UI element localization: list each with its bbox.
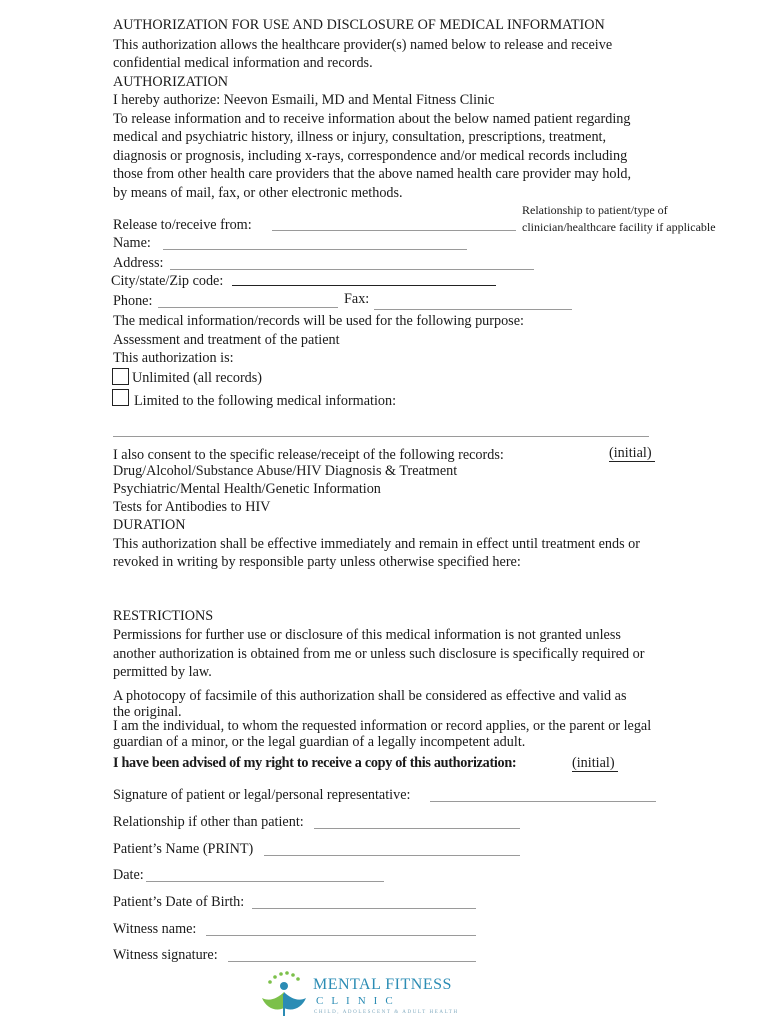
authorization-heading: AUTHORIZATION	[113, 74, 229, 90]
phone-label: Phone:	[113, 293, 153, 309]
name-label: Name:	[113, 235, 151, 251]
city-state-zip-label: City/state/Zip code:	[111, 273, 224, 289]
patient-name-label: Patient’s Name (PRINT)	[113, 841, 254, 857]
phone-field[interactable]	[158, 307, 338, 308]
relationship-note: clinician/healthcare facility if applicable	[522, 220, 716, 234]
witness-name-label: Witness name:	[113, 921, 197, 937]
relationship-field[interactable]	[314, 828, 520, 829]
limited-label: Limited to the following medical information:	[134, 393, 397, 409]
duration-heading: DURATION	[113, 517, 186, 533]
date-label: Date:	[113, 867, 144, 883]
date-field[interactable]	[146, 881, 384, 882]
address-field[interactable]	[170, 269, 534, 270]
individual-line: I am the individual, to whom the requested information or record applies, or the parent or legal	[113, 718, 652, 734]
signature-field[interactable]	[430, 801, 656, 802]
limited-info-field[interactable]	[113, 436, 649, 437]
authorization-body-line: medical and psychiatric history, illness or injury, consultation, prescriptions, treatment,	[113, 129, 607, 145]
purpose-question: The medical information/records will be used for the following purpose:	[113, 313, 524, 329]
name-field[interactable]	[163, 249, 467, 250]
advised-line: I have been advised of my right to receive a copy of this authorization:	[113, 755, 517, 771]
city-state-zip-field[interactable]	[232, 285, 496, 286]
release-field[interactable]	[272, 230, 516, 231]
unlimited-label: Unlimited (all records)	[132, 370, 263, 386]
intro-line: This authorization allows the healthcare provider(s) named below to release and receive	[113, 37, 613, 53]
duration-line: This authorization shall be effective immediately and remain in effect until treatment ends or	[113, 536, 640, 552]
fax-field[interactable]	[374, 309, 572, 310]
dob-field[interactable]	[252, 908, 476, 909]
signature-label: Signature of patient or legal/personal representative:	[113, 787, 411, 803]
authorization-body-line: those from other health care providers that the above named health care provider may hold,	[113, 166, 632, 182]
clinic-logo-clinic: CLINIC	[316, 995, 401, 1007]
address-label: Address:	[113, 255, 164, 271]
individual-line: guardian of a minor, or the legal guardian of a legally incompetent adult.	[113, 734, 526, 750]
advised-initial: (initial)	[572, 755, 615, 771]
authorize-line: I hereby authorize: Neevon Esmaili, MD and Mental Fitness Clinic	[113, 92, 495, 108]
consent-initial-field[interactable]	[609, 461, 655, 462]
witness-signature-label: Witness signature:	[113, 947, 218, 963]
consent-record-item: Psychiatric/Mental Health/Genetic Information	[113, 481, 381, 497]
photocopy-line: the original.	[113, 704, 182, 720]
purpose-answer: Assessment and treatment of the patient	[113, 332, 340, 348]
unlimited-checkbox[interactable]	[112, 368, 129, 385]
limited-checkbox[interactable]	[112, 389, 129, 406]
duration-line: revoked in writing by responsible party unless otherwise specified here:	[113, 554, 521, 570]
scope-label: This authorization is:	[113, 350, 234, 366]
consent-line: I also consent to the specific release/receipt of the following records:	[113, 447, 504, 463]
clinic-logo-tagline: CHILD, ADOLESCENT & ADULT HEALTH	[314, 1010, 459, 1015]
relationship-note: Relationship to patient/type of	[522, 203, 668, 217]
clinic-logo-name: MENTAL FITNESS	[313, 976, 452, 993]
relationship-label: Relationship if other than patient:	[113, 814, 304, 830]
patient-name-field[interactable]	[264, 855, 520, 856]
authorization-body-line: diagnosis or prognosis, including x-rays, correspondence and/or medical records including	[113, 148, 628, 164]
intro-line: confidential medical information and records.	[113, 55, 373, 71]
dob-label: Patient’s Date of Birth:	[113, 894, 245, 910]
fax-label: Fax:	[344, 291, 370, 307]
authorization-body-line: To release information and to receive information about the below named patient regarding	[113, 111, 631, 127]
restrictions-heading: RESTRICTIONS	[113, 608, 214, 624]
consent-record-item: Tests for Antibodies to HIV	[113, 499, 271, 515]
authorization-body-line: by means of mail, fax, or other electronic methods.	[113, 185, 403, 201]
advised-initial-field[interactable]	[572, 771, 618, 772]
clinic-logo-icon	[258, 968, 310, 1020]
form-title: AUTHORIZATION FOR USE AND DISCLOSURE OF MEDICAL INFORMATION	[113, 17, 605, 33]
restrictions-line: permitted by law.	[113, 664, 212, 680]
release-label: Release to/receive from:	[113, 217, 252, 233]
consent-record-item: Drug/Alcohol/Substance Abuse/HIV Diagnosis & Treatment	[113, 463, 458, 479]
consent-initial: (initial)	[609, 445, 652, 461]
witness-name-field[interactable]	[206, 935, 476, 936]
restrictions-line: another authorization is obtained from me or unless such disclosure is specifically required or	[113, 646, 645, 662]
photocopy-line: A photocopy of facsimile of this authorization shall be considered as effective and valid as	[113, 688, 627, 704]
restrictions-line: Permissions for further use or disclosure of this medical information is not granted unless	[113, 627, 621, 643]
witness-signature-field[interactable]	[228, 961, 476, 962]
